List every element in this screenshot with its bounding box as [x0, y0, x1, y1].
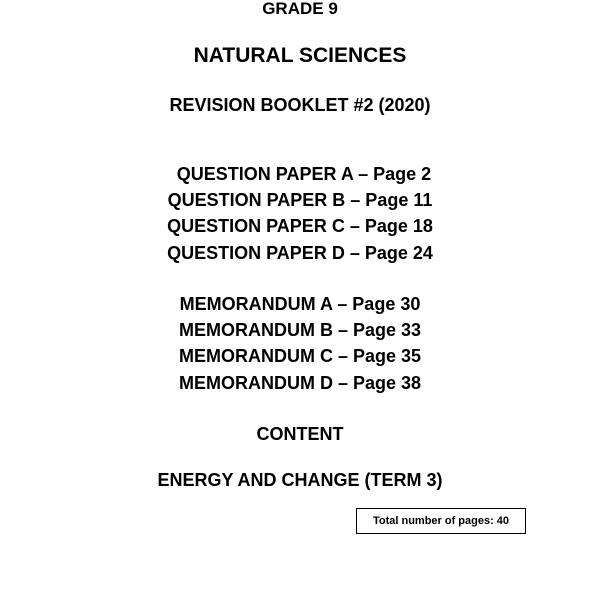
memorandum-d-entry: MEMORANDUM D – Page 38: [178, 373, 422, 393]
memorandum-a-entry: MEMORANDUM A – Page 30: [179, 294, 421, 314]
subject-title: NATURAL SCIENCES: [193, 44, 407, 67]
grade-title: GRADE 9: [262, 0, 338, 18]
content-topic: ENERGY AND CHANGE (TERM 3): [157, 470, 443, 490]
question-paper-b-entry: QUESTION PAPER B – Page 11: [167, 190, 433, 210]
memorandum-c-entry: MEMORANDUM C – Page 35: [178, 346, 422, 366]
content-heading: CONTENT: [256, 424, 344, 444]
question-paper-c-entry: QUESTION PAPER C – Page 18: [167, 216, 433, 236]
total-pages-label: Total number of pages: 40: [372, 515, 510, 527]
total-pages-box: [356, 508, 526, 534]
question-paper-a-entry: QUESTION PAPER A – Page 2: [176, 164, 432, 184]
memorandum-b-entry: MEMORANDUM B – Page 33: [178, 320, 422, 340]
question-paper-d-entry: QUESTION PAPER D – Page 24: [167, 243, 433, 263]
booklet-title: REVISION BOOKLET #2 (2020): [169, 95, 431, 115]
